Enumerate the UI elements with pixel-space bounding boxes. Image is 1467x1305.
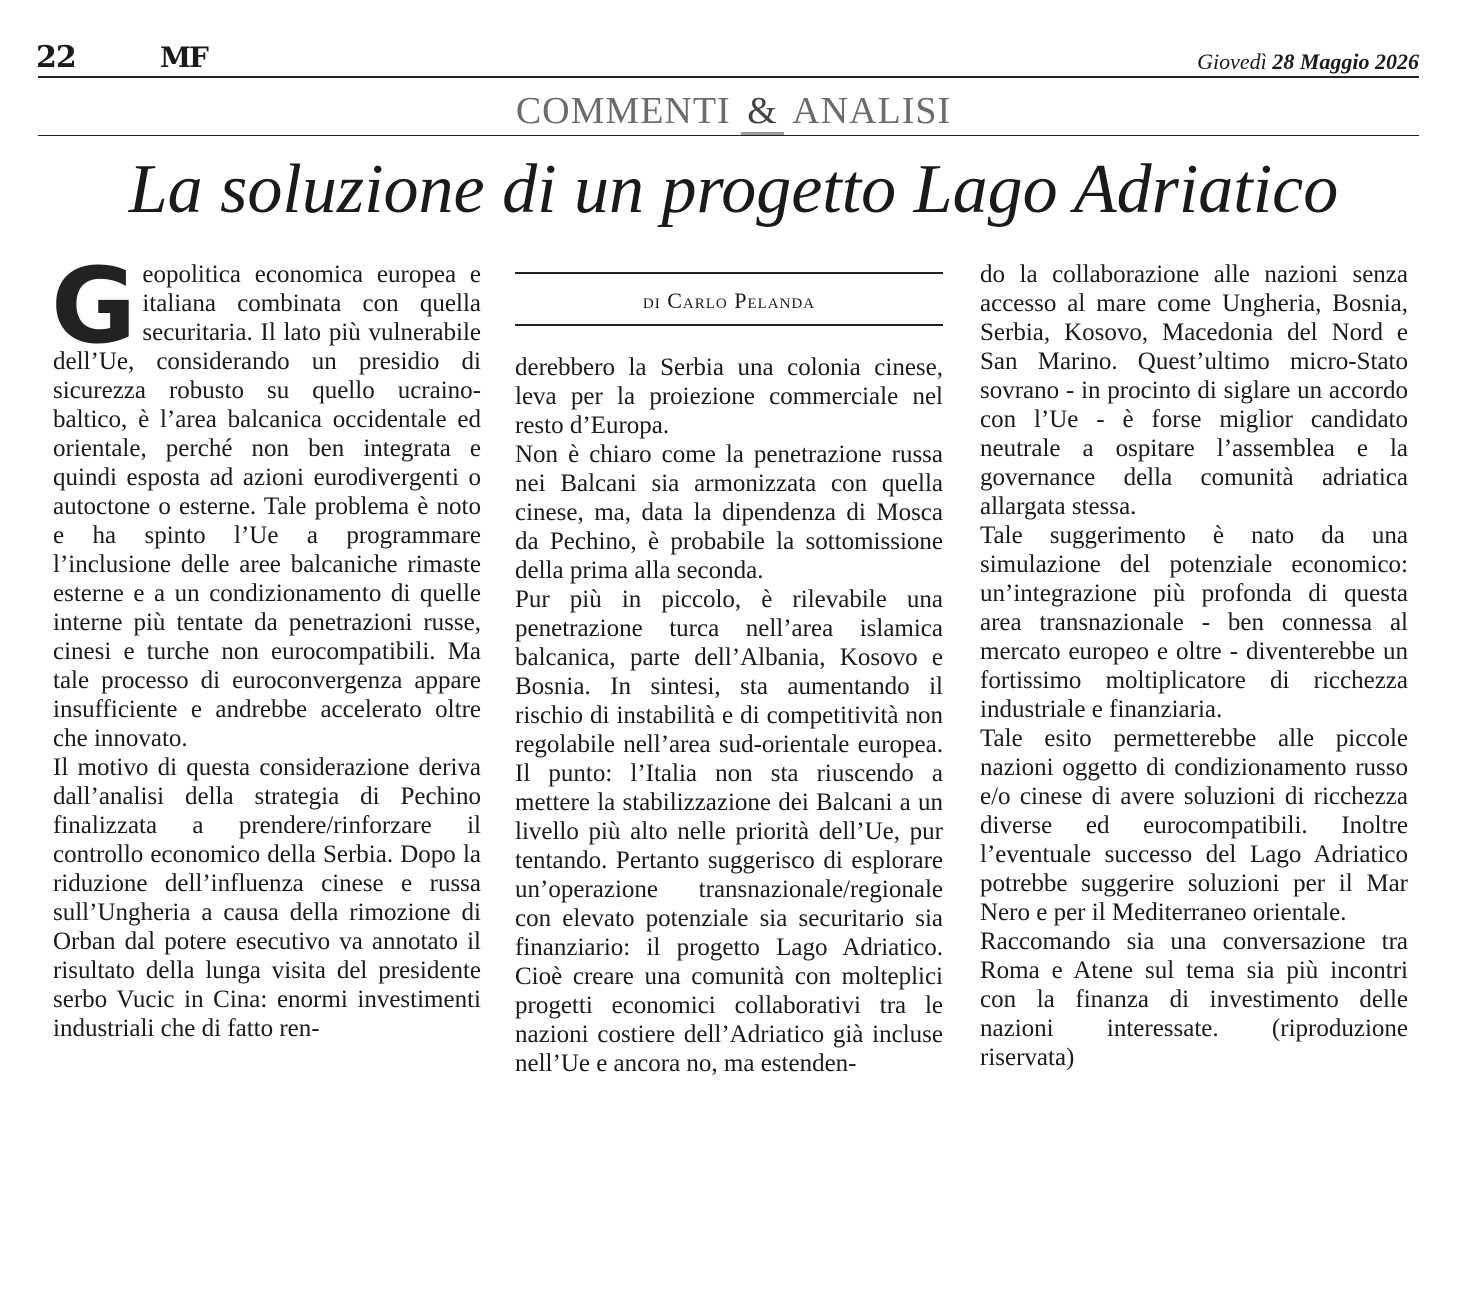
article-headline: La soluzione di un progetto Lago Adriatico — [128, 151, 1339, 228]
paragraph: eopolitica economica europea e italiana combinata con quella securitaria. Il lato più vulnerabile dell’Ue, considerando un presidio di sicurezza robusto su quello ucraino-baltico, è l’area balcanica occidentale ed orientale, perché non ben integrata e quindi esposta ad azioni eurodivergenti o autoctone o esterne. Tale problema è noto e ha spinto l’Ue a programmare l’inclusione delle aree balcaniche rimaste esterne e a un condizionamento di quelle interne più tentate da penetrazioni russe, cinesi e turche non eurocompatibili. Ma tale processo di euroconvergenza appare insufficiente e andrebbe accelerato oltre che innovato. — [53, 261, 481, 752]
date-day-month-year: 28 Maggio 2026 — [1272, 49, 1419, 74]
paragraph: do la collaborazione alle nazioni senza accesso al mare come Ungheria, Bosnia, Serbia, Kosovo, Macedonia del Nord e San Marino. Quest’ultimo micro-Stato sovrano - in procinto di siglare un accordo con l’Ue - è forse miglior candidato neutrale a ospitare l’assemblea e la governance della comunità adriatica allargata stessa. — [980, 261, 1408, 520]
page-number: 22 — [36, 40, 76, 75]
paragraph: Non è chiaro come la penetrazione russa nei Balcani sia armonizzata con quella cinese, ma, data la dipendenza di Mosca da Pechino, è probabile la sottomissione della prima alla seconda. — [515, 441, 943, 584]
paragraph: Tale esito permetterebbe alle piccole nazioni oggetto di condizionamento russo e/o cinese di avere soluzioni di ricchezza diverse ed eurocompatibili. Inoltre l’eventuale successo del Lago Adriatico potrebbe suggerire soluzioni per il Mar Nero e per il Mediterraneo orientale. — [980, 725, 1408, 926]
date-weekday: Giovedì — [1197, 49, 1267, 74]
issue-date — [1197, 48, 1419, 76]
paragraph: Raccomando sia una conversazione tra Roma e Atene sul tema sia più incontri con la finanza di investimento delle nazioni interessate. (riproduzione riservata) — [980, 928, 1408, 1071]
byline: di Carlo Pelanda — [642, 288, 816, 313]
paragraph: Tale suggerimento è nato da una simulazione del potenziale economico: un’integrazione più profonda di questa area transnazionale - ben connessa al mercato europeo e oltre - diventerebbe un fortissimo moltiplicatore di ricchezza industriale e finanziaria. — [980, 522, 1408, 723]
article-column-1 — [51, 245, 481, 1043]
paragraph: Pur più in piccolo, è rilevabile una penetrazione turca nell’area islamica balcanica, parte dell’Albania, Kosovo e Bosnia. In sintesi, sta aumentando il rischio di instabilità e di competitività non regolabile nell’area sud-orientale europea. Il punto: l’Italia non sta riuscendo a mettere la stabilizzazione dei Balcani a un livello più alto nelle priorità dell’Ue, pur tentando. Pertanto suggerisco di esplorare un’operazione transnazionale/regionale con elevato potenziale sia securitario sia finanziario: il progetto Lago Adriatico. Cioè creare una comunità con molteplici progetti economici collaborativi tra le nazioni costiere dell’Adriatico già incluse nell’Ue e ancora no, ma estenden- — [515, 586, 943, 1077]
section-ampersand: & — [741, 90, 784, 136]
article-column-3 — [980, 260, 1408, 1072]
section-rule — [38, 135, 1419, 136]
header-rule — [38, 76, 1419, 78]
drop-cap: G — [51, 245, 137, 367]
masthead-logo: MF — [160, 41, 207, 74]
section-left: COMMENTI — [515, 90, 731, 132]
section-heading — [0, 88, 1467, 134]
section-right: ANALISI — [792, 90, 952, 132]
article-column-2 — [515, 353, 943, 1078]
byline-box — [515, 272, 943, 326]
paragraph: derebbero la Serbia una colonia cinese, leva per la proiezione commerciale nel resto d’Europa. — [515, 354, 943, 439]
paragraph: Il motivo di questa considerazione deriva dall’analisi della strategia di Pechino finalizzata a prendere/rinforzare il controllo economico della Serbia. Dopo la riduzione dell’influenza cinese e russa sull’Ungheria a causa della rimozione di Orban dal potere esecutivo va annotato il risultato della lunga visita del presidente serbo Vucic in Cina: enormi investimenti industriali che di fatto ren- — [53, 754, 481, 1042]
